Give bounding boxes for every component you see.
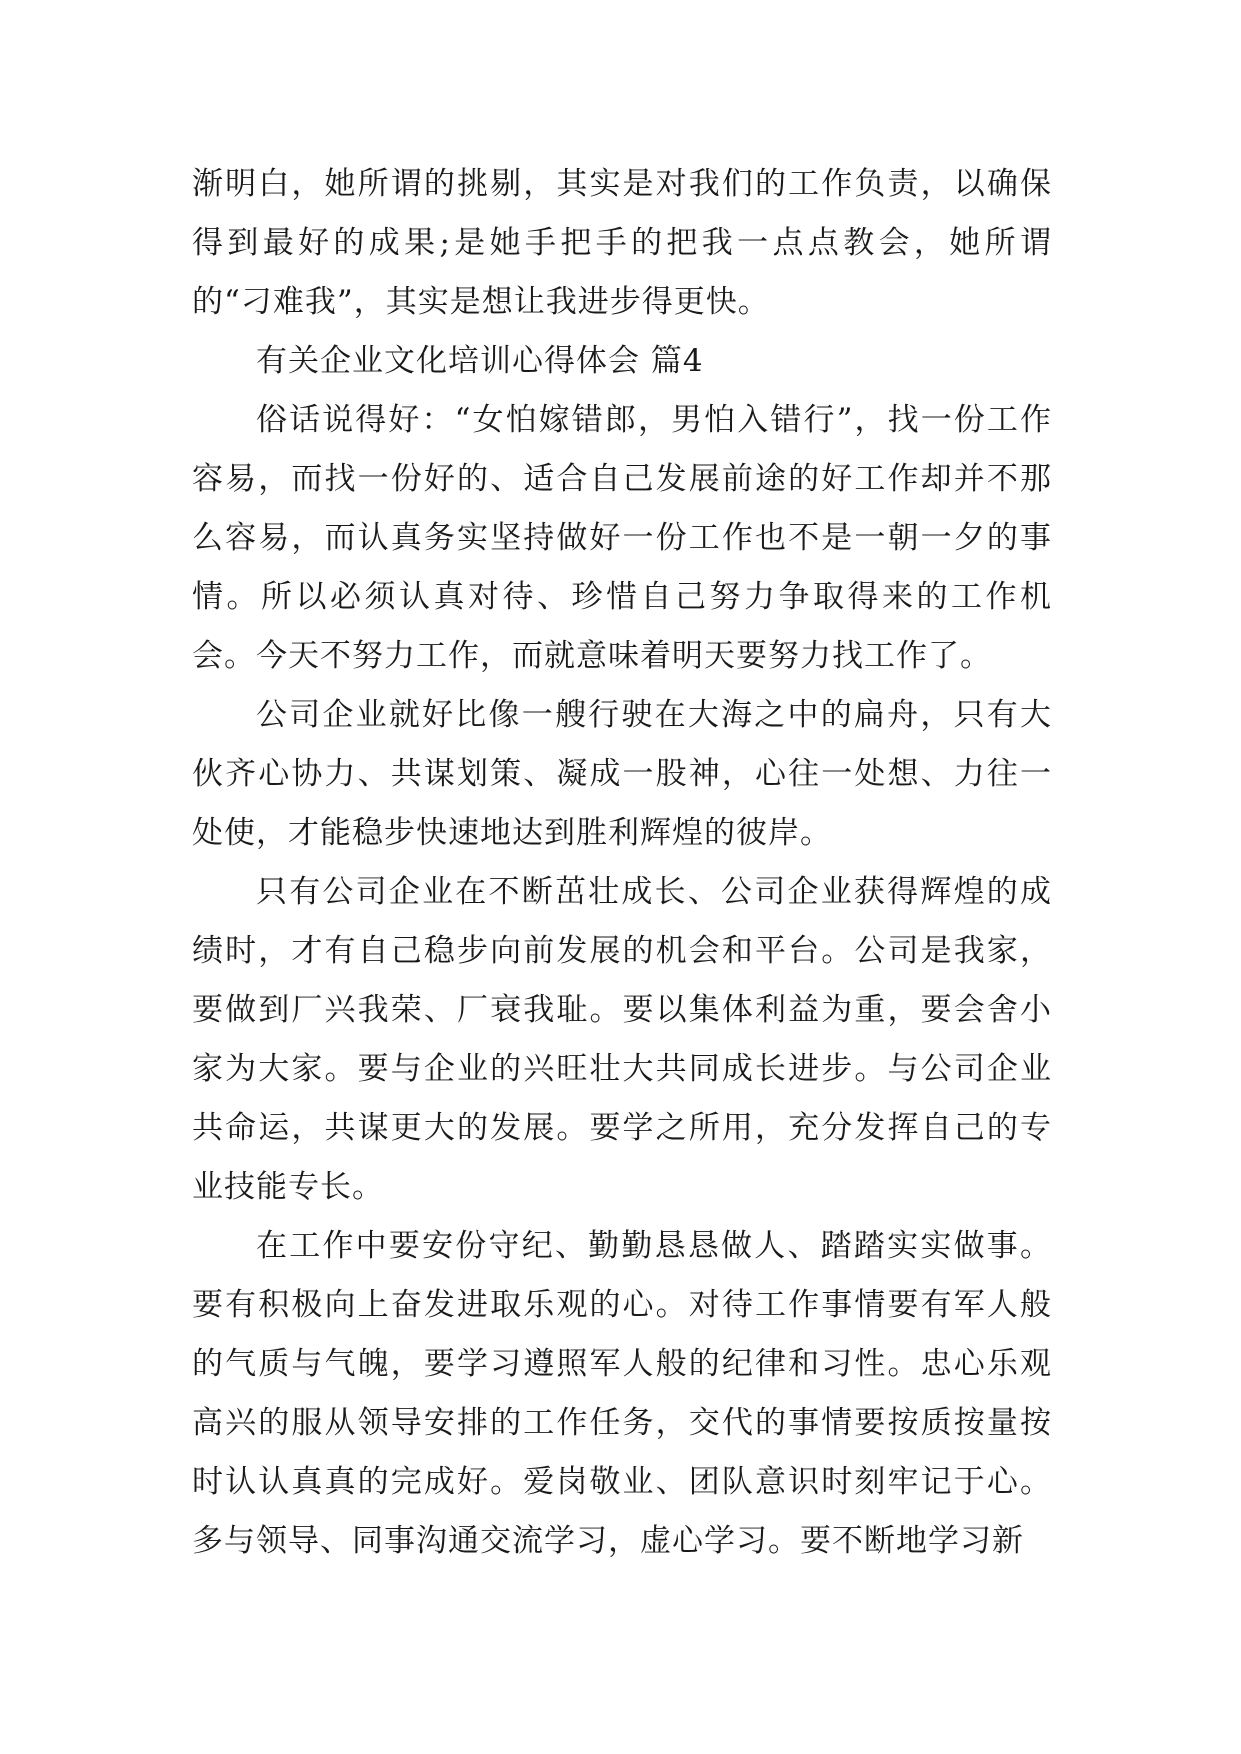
section-heading: 有关企业文化培训心得体会 篇4 — [256, 343, 704, 379]
body-paragraph-1: 俗话说得好：“女怕嫁错郎，男怕入错行”，找一份工作容易，而找一份好的、适合自己发展前途的好工作却并不那么容易，而认真务实坚持做好一份工作也不是一朝一夕的事情。所以必须认真对待、珍惜自己努力争取得来的工作机会。今天不努力工作，而就意味着明天要努力找工作了。 — [192, 402, 1052, 674]
continued-paragraph: 渐明白，她所谓的挑剔，其实是对我们的工作负责，以确保得到最好的成果;是她手把手的把我一点点教会，她所谓的“刁难我”，其实是想让我进步得更快。 — [192, 166, 1052, 320]
body-paragraph-2: 公司企业就好比像一艘行驶在大海之中的扁舟，只有大伙齐心协力、共谋划策、凝成一股神，心往一处想、力往一处使，才能稳步快速地达到胜利辉煌的彼岸。 — [192, 697, 1052, 851]
body-paragraph-4: 在工作中要安份守纪、勤勤恳恳做人、踏踏实实做事。要有积极向上奋发进取乐观的心。对待工作事情要有军人般的气质与气魄，要学习遵照军人般的纪律和习性。忠心乐观高兴的服从领导安排的工作任务，交代的事情要按质按量按时认认真真的完成好。爱岗敬业、团队意识时刻牢记于心。多与领导、同事沟通交流学习，虚心学习。要不断地学习新 — [192, 1228, 1052, 1559]
document-body — [192, 155, 1052, 1571]
body-paragraph-3: 只有公司企业在不断茁壮成长、公司企业获得辉煌的成绩时，才有自己稳步向前发展的机会和平台。公司是我家，要做到厂兴我荣、厂衰我耻。要以集体利益为重，要会舍小家为大家。要与企业的兴旺壮大共同成长进步。与公司企业共命运，共谋更大的发展。要学之所用，充分发挥自己的专业技能专长。 — [192, 874, 1052, 1205]
